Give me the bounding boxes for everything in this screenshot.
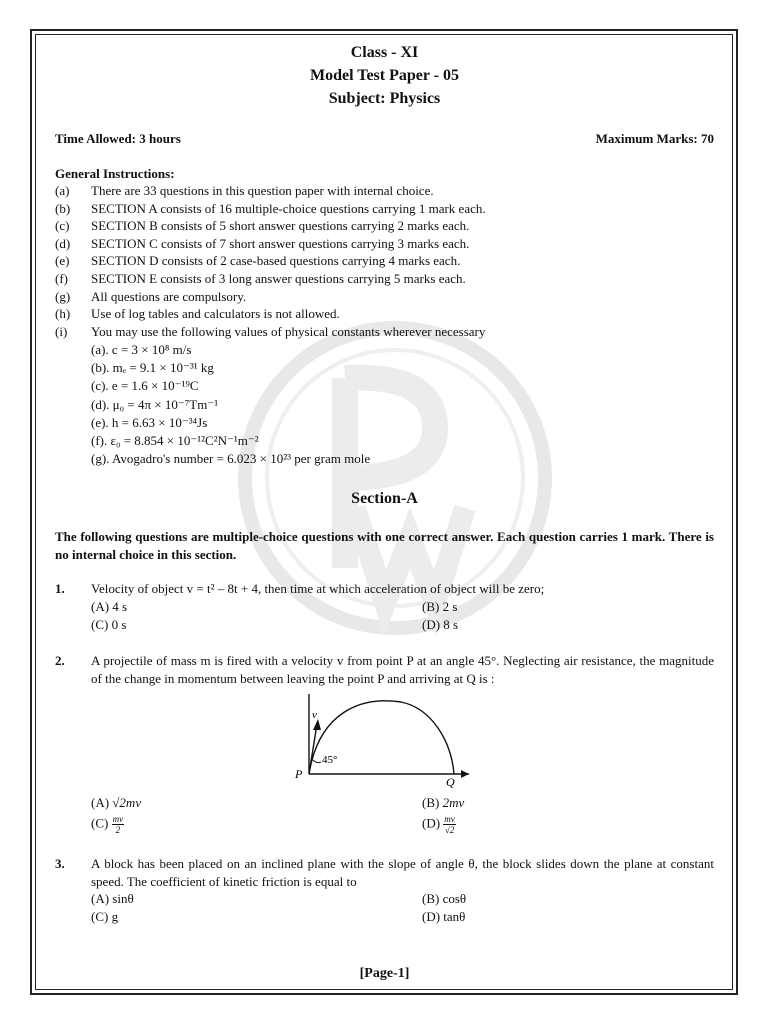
- constant-item: (f). ε₀ = 8.854 × 10⁻¹²C²N⁻¹m⁻²: [91, 432, 259, 448]
- option-a: (A) sinθ: [91, 891, 134, 906]
- velocity-label: v: [312, 709, 317, 721]
- option-a: (A) √2mv: [91, 795, 142, 810]
- instruction-item: (a) There are 33 questions in this question paper with internal choice.: [55, 183, 434, 198]
- instruction-item: (f) SECTION E consists of 3 long answer questions carrying 5 marks each.: [55, 270, 466, 286]
- option-b: (B) cosθ: [422, 891, 467, 906]
- instructions-heading: General Instructions:: [55, 166, 175, 181]
- angle-label: 45°: [322, 754, 338, 766]
- question-number: 2.: [55, 653, 65, 668]
- option-c: (C) 0 s: [91, 617, 127, 632]
- class-title: Class - XI: [350, 44, 419, 61]
- instruction-item: (g) All questions are compulsory.: [55, 288, 247, 304]
- instructions-list: [55, 182, 714, 340]
- instruction-item: (b) SECTION A consists of 16 multiple-choice questions carrying 1 mark each.: [55, 200, 486, 216]
- subject-title: Subject: Physics: [328, 90, 441, 107]
- constant-item: (b). mₑ = 9.1 × 10⁻³¹ kg: [91, 360, 214, 376]
- instruction-item: (c) SECTION B consists of 5 short answer questions carrying 2 marks each.: [55, 218, 470, 234]
- question-text: A block has been placed on an inclined plane with the slope of angle θ, the block slides down the plane at constant speed. The coefficient of kinetic friction is equal to: [91, 856, 714, 889]
- question-text: A projectile of mass m is fired with a velocity v from point P at an angle 45°. Neglecting air resistance, the magnitude of the change in momentum between leaving the point P and arriving at Q is :: [91, 653, 714, 686]
- option-c: (C) $\frac{mv}{2}$: [91, 814, 124, 835]
- option-d: (D) $\frac{mv}{√2}$: [422, 814, 455, 835]
- option-b: (B) 2mv: [422, 795, 465, 810]
- constant-item: (c). e = 1.6 × 10⁻¹⁹C: [91, 378, 199, 394]
- section-a-intro: The following questions are multiple-choice questions with one correct answer. Each question carries 1 mark. There is no internal choice in this section.: [55, 529, 714, 562]
- option-b: (B) 2 s: [422, 599, 458, 614]
- question-text: Velocity of object v = t² – 8t + 4, then time at which acceleration of object will be zero;: [91, 581, 545, 596]
- page-number: [Page-1]: [359, 966, 410, 981]
- instruction-item: (i) You may use the following values of physical constants wherever necessary: [55, 323, 486, 339]
- constant-item: (e). h = 6.63 × 10⁻³⁴Js: [91, 414, 208, 430]
- option-c: (C) g: [91, 909, 119, 924]
- question-number: 3.: [55, 856, 65, 871]
- constant-item: (a). c = 3 × 10⁸ m/s: [91, 342, 192, 357]
- maximum-marks: Maximum Marks: 70: [595, 131, 714, 146]
- question-number: 1.: [55, 581, 65, 596]
- projectile-figure: [291, 692, 471, 788]
- constant-item: (g). Avogadro's number = 6.023 × 10²³ per gram mole: [91, 451, 371, 467]
- section-a-title: Section-A: [351, 490, 418, 507]
- instruction-item: (h) Use of log tables and calculators is not allowed.: [55, 306, 340, 322]
- paper-title: Model Test Paper - 05: [309, 67, 460, 84]
- instruction-item: (e) SECTION D consists of 2 case-based questions carrying 4 marks each.: [55, 253, 461, 269]
- option-a: (A) 4 s: [91, 599, 128, 614]
- time-allowed: Time Allowed: 3 hours: [55, 131, 181, 146]
- option-d: (D) tanθ: [422, 909, 466, 924]
- constant-item: (d). μ₀ = 4π × 10⁻⁷Tm⁻¹: [91, 396, 219, 412]
- option-d: (D) 8 s: [422, 617, 459, 632]
- point-p-label: P: [295, 767, 303, 781]
- instruction-item: (d) SECTION C consists of 7 short answer questions carrying 3 marks each.: [55, 235, 470, 251]
- constants-list: [55, 341, 714, 468]
- point-q-label: Q: [446, 775, 455, 788]
